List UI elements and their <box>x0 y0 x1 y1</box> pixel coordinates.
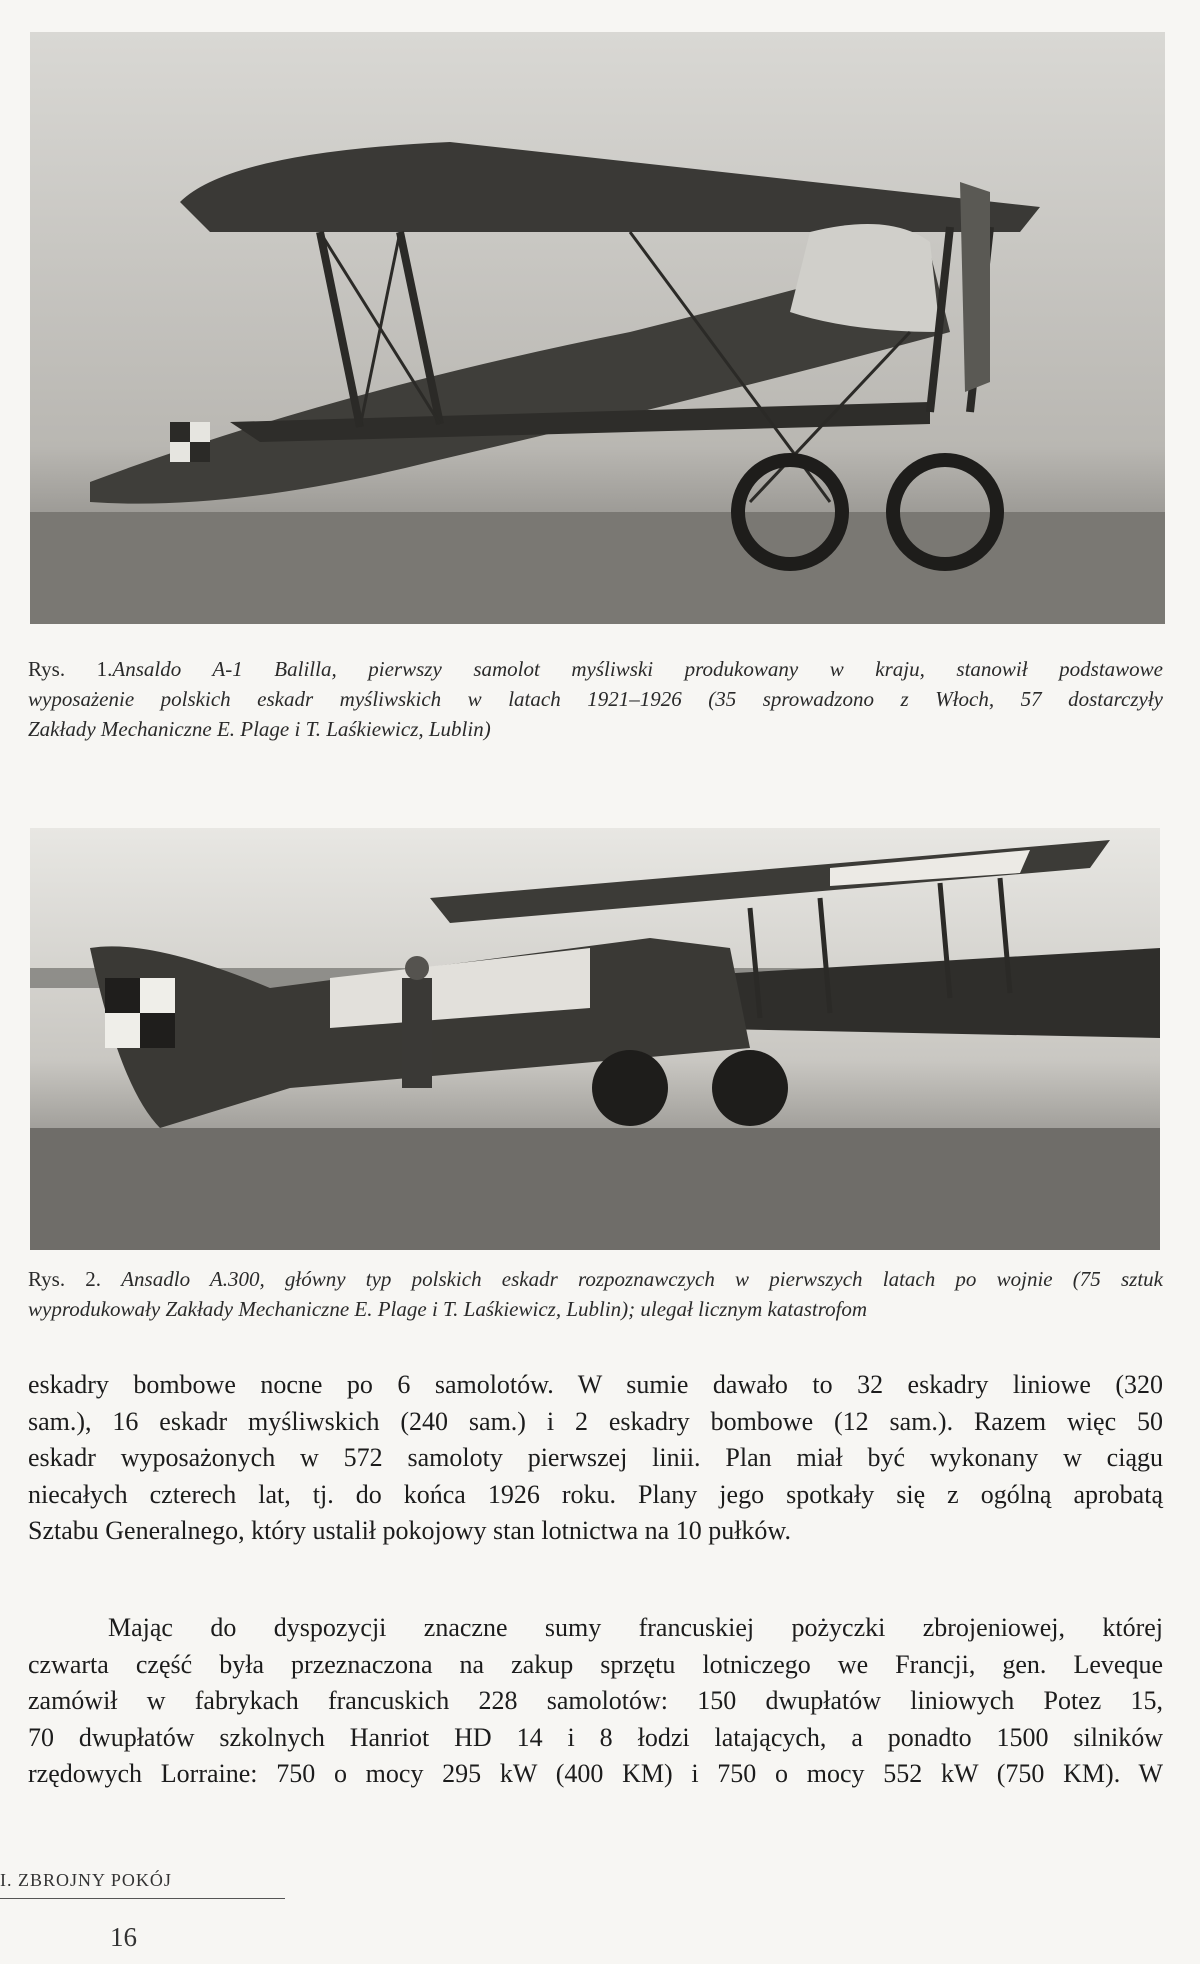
caption-text: Zakłady Mechaniczne E. Plage i T. Laśkiewicz, Lublin) <box>28 717 491 741</box>
body-paragraph-1 <box>28 1367 1163 1550</box>
footer-divider <box>0 1898 285 1899</box>
caption-line <box>28 714 1163 744</box>
caption-line <box>28 654 1163 684</box>
body-paragraph-2 <box>28 1610 1163 1793</box>
figure-1-caption <box>28 654 1163 744</box>
figure-label: Rys. 2. <box>28 1267 102 1291</box>
page-number: 16 <box>110 1922 137 1952</box>
text-line: Mając do dyspozycji znaczne sumy francuskiej pożyczki zbrojeniowej, której <box>108 1613 1163 1642</box>
text-line: sam.), 16 eskadr myśliwskich (240 sam.) i 2 eskadry bombowe (12 sam.). Razem więc 50 <box>28 1406 1163 1436</box>
figure-2-photo-biplane <box>30 828 1160 1250</box>
text-line: czwarta część była przeznaczona na zakup sprzętu lotniczego we Francji, gen. Leveque <box>28 1649 1163 1679</box>
running-head: I. ZBROJNY POKÓJ <box>0 1870 172 1890</box>
caption-text: wyprodukowały Zakłady Mechaniczne E. Plage i T. Laśkiewicz, Lublin); ulegał licznym katastrofom <box>28 1297 868 1321</box>
caption-line <box>28 684 1163 714</box>
caption-text: Ansadlo A.300, główny typ polskich eskadr rozpoznawczych w pierwszych latach po wojnie (75 sztuk <box>121 1267 1163 1291</box>
text-line: 70 dwupłatów szkolnych Hanriot HD 14 i 8 łodzi latających, a ponadto 1500 silników <box>28 1722 1163 1752</box>
text-line: zamówił w fabrykach francuskich 228 samolotów: 150 dwupłatów liniowych Potez 15, <box>28 1686 1163 1715</box>
caption-line <box>28 1294 1163 1324</box>
figure-label: Rys. 1. <box>28 657 113 681</box>
figure-1-photo-biplane <box>30 32 1165 624</box>
caption-text: wyposażenie polskich eskadr myśliwskich w latach 1921–1926 (35 sprowadzono z Włoch, 57 dostarczyły <box>28 687 1163 711</box>
caption-line <box>28 1264 1163 1294</box>
text-line: Sztabu Generalnego, który ustalił pokojowy stan lotnictwa na 10 pułków. <box>28 1516 792 1545</box>
text-line: niecałych czterech lat, tj. do końca 1926 roku. Plany jego spotkały się z ogólną aprobatą <box>28 1479 1163 1509</box>
figure-2-caption <box>28 1264 1163 1324</box>
text-line: eskadr wyposażonych w 572 samoloty pierwszej linii. Plan miał być wykonany w ciągu <box>28 1443 1163 1472</box>
caption-text: Ansaldo A-1 Balilla, pierwszy samolot myśliwski produkowany w kraju, stanowił podstawowe <box>112 657 1163 681</box>
text-line: rzędowych Lorraine: 750 o mocy 295 kW (400 KM) i 750 o mocy 552 kW (750 KM). W <box>28 1759 1163 1788</box>
text-line: eskadry bombowe nocne po 6 samolotów. W sumie dawało to 32 eskadry liniowe (320 <box>28 1370 1163 1399</box>
